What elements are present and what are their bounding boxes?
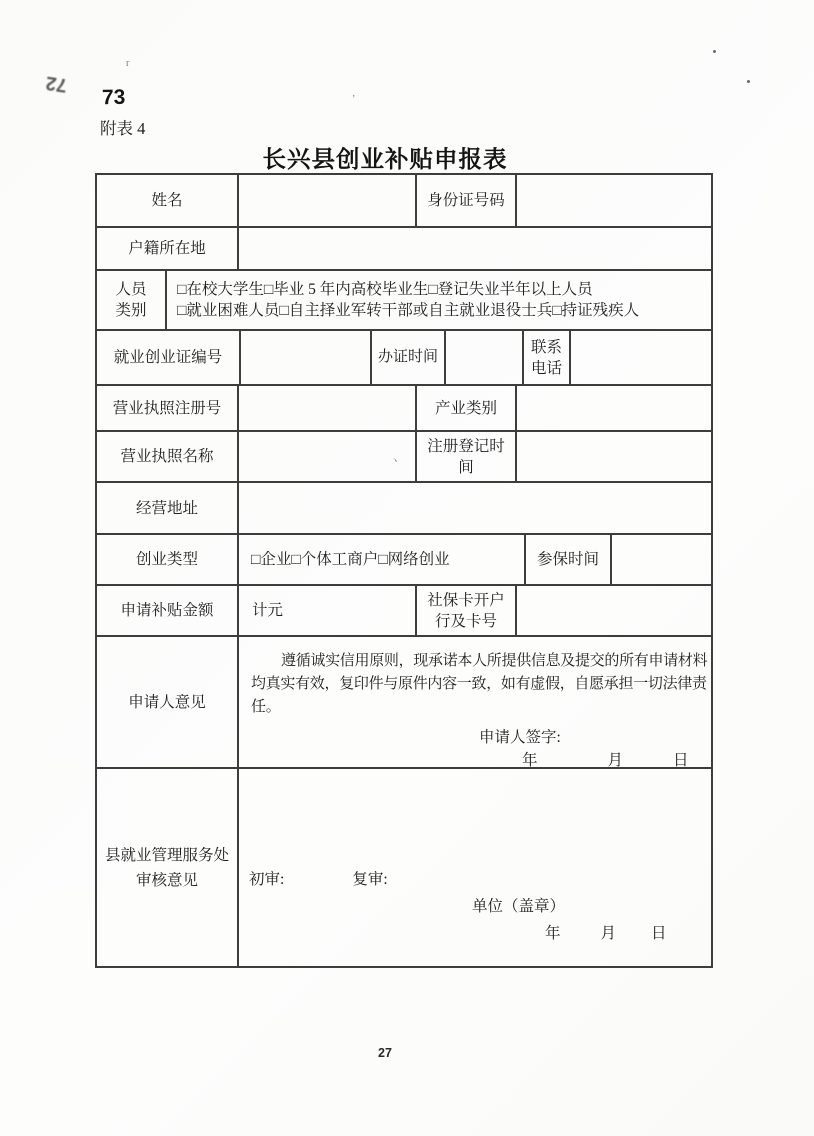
date-year-label: 年 bbox=[522, 752, 538, 769]
cert-date-label: 办证时间 bbox=[372, 331, 446, 386]
name-value-cell bbox=[239, 175, 417, 228]
startup-type-options: □企业□个体工商户□网络创业 bbox=[251, 551, 450, 568]
scan-speck: ヽ bbox=[390, 456, 400, 467]
opinion-statement-line2: 均真实有效，复印件与原件内容一致，如有虚假，自愿承担一切法律责 bbox=[251, 676, 707, 692]
contact-phone-label-line2: 电话 bbox=[530, 359, 562, 377]
opinion-statement-line1: 遵循诚实信用原则，现承诺本人所提供信息及提交的所有申请材料 bbox=[281, 653, 708, 669]
registration-time-label bbox=[417, 432, 517, 483]
row-license-name bbox=[97, 432, 713, 483]
contact-phone-value-cell bbox=[571, 331, 713, 386]
business-address-label: 经营地址 bbox=[97, 483, 239, 535]
handwritten-page-number: 73 bbox=[101, 85, 126, 110]
license-number-label: 营业执照注册号 bbox=[97, 386, 239, 432]
employment-cert-value-cell bbox=[241, 331, 372, 386]
county-review-content bbox=[239, 769, 713, 968]
date-day-label: 日 bbox=[673, 752, 689, 769]
license-number-value-cell bbox=[239, 386, 417, 432]
applicant-opinion-label: 申请人意见 bbox=[97, 637, 239, 769]
registration-time-label-line1: 注册登记时 bbox=[427, 437, 505, 455]
startup-type-label: 创业类型 bbox=[97, 535, 239, 586]
date-month-label: 月 bbox=[607, 752, 624, 769]
person-category-label bbox=[97, 271, 167, 331]
person-category-label-line1: 人员 bbox=[115, 281, 147, 298]
row-applicant-opinion bbox=[97, 637, 713, 769]
registration-time-value-cell bbox=[517, 432, 713, 483]
application-form-table bbox=[95, 173, 713, 968]
industry-category-value-cell bbox=[517, 386, 713, 432]
first-review-label: 初审: bbox=[249, 871, 285, 888]
row-person-category bbox=[97, 271, 713, 331]
row-county-review bbox=[97, 769, 713, 968]
startup-type-options-cell bbox=[239, 535, 526, 586]
contact-phone-label-line1: 联系 bbox=[530, 338, 562, 356]
id-number-value-cell bbox=[517, 175, 713, 228]
person-category-options-line2: □就业困难人员□自主择业军转干部或自主就业退役士兵□持证残疾人 bbox=[177, 302, 640, 319]
county-review-label-line2: 审核意见 bbox=[135, 871, 198, 889]
person-category-options-line1: □在校大学生□毕业 5 年内高校毕业生□登记失业半年以上人员 bbox=[177, 281, 593, 298]
date-day-label: 日 bbox=[651, 925, 667, 942]
county-review-label bbox=[97, 769, 239, 968]
subsidy-amount-value-cell bbox=[239, 586, 417, 637]
row-business-address bbox=[97, 483, 713, 535]
date-year-label: 年 bbox=[545, 925, 561, 942]
date-month-label: 月 bbox=[600, 925, 617, 942]
attachment-label: 附表 4 bbox=[100, 119, 146, 138]
review-date-line bbox=[545, 923, 711, 944]
form-title: 长兴县创业补贴申报表 bbox=[262, 146, 508, 172]
applicant-opinion-content bbox=[239, 637, 713, 769]
scan-speck: r bbox=[126, 58, 130, 69]
row-employment-cert bbox=[97, 331, 713, 386]
social-card-value-cell bbox=[517, 586, 713, 637]
industry-category-label: 产业类别 bbox=[417, 386, 517, 432]
social-card-label-line2: 行及卡号 bbox=[434, 612, 497, 630]
unit-seal-label: 单位（盖章） bbox=[472, 898, 566, 915]
county-review-label-line1: 县就业管理服务处 bbox=[104, 846, 229, 864]
row-startup-type bbox=[97, 535, 713, 586]
footer-page-number: 27 bbox=[378, 1046, 392, 1060]
subsidy-amount-label: 申请补贴金额 bbox=[97, 586, 239, 637]
bleed-through-page-number: 72 bbox=[44, 71, 69, 96]
contact-phone-label bbox=[524, 331, 571, 386]
household-value-cell bbox=[239, 228, 713, 271]
household-label: 户籍所在地 bbox=[97, 228, 239, 271]
scan-speck bbox=[713, 50, 716, 53]
employment-cert-label: 就业创业证编号 bbox=[97, 331, 241, 386]
registration-time-label-line2: 间 bbox=[458, 458, 474, 476]
applicant-signature-label: 申请人签字: bbox=[479, 729, 561, 746]
cert-date-value-cell bbox=[446, 331, 524, 386]
license-name-label: 营业执照名称 bbox=[97, 432, 239, 483]
insurance-time-value-cell bbox=[612, 535, 713, 586]
scan-speck bbox=[747, 80, 750, 83]
row-license-number bbox=[97, 386, 713, 432]
row-name-id bbox=[97, 175, 713, 228]
license-name-value-cell bbox=[239, 432, 417, 483]
row-household bbox=[97, 228, 713, 271]
review-signoff-line bbox=[249, 869, 711, 890]
row-subsidy-amount bbox=[97, 586, 713, 637]
social-card-label bbox=[417, 586, 517, 637]
person-category-label-line2: 类别 bbox=[115, 302, 147, 319]
scan-speck: ‚ bbox=[352, 88, 356, 99]
id-number-label: 身份证号码 bbox=[417, 175, 517, 228]
insurance-time-label: 参保时间 bbox=[526, 535, 612, 586]
applicant-date-line bbox=[522, 750, 707, 771]
second-review-label: 复审: bbox=[352, 871, 388, 888]
subsidy-amount-unit: 计元 bbox=[252, 602, 284, 619]
person-category-options-cell bbox=[167, 271, 713, 331]
social-card-label-line1: 社保卡开户 bbox=[427, 591, 505, 609]
opinion-statement-line3: 任。 bbox=[251, 699, 281, 715]
name-label: 姓名 bbox=[97, 175, 239, 228]
business-address-value-cell bbox=[239, 483, 713, 535]
